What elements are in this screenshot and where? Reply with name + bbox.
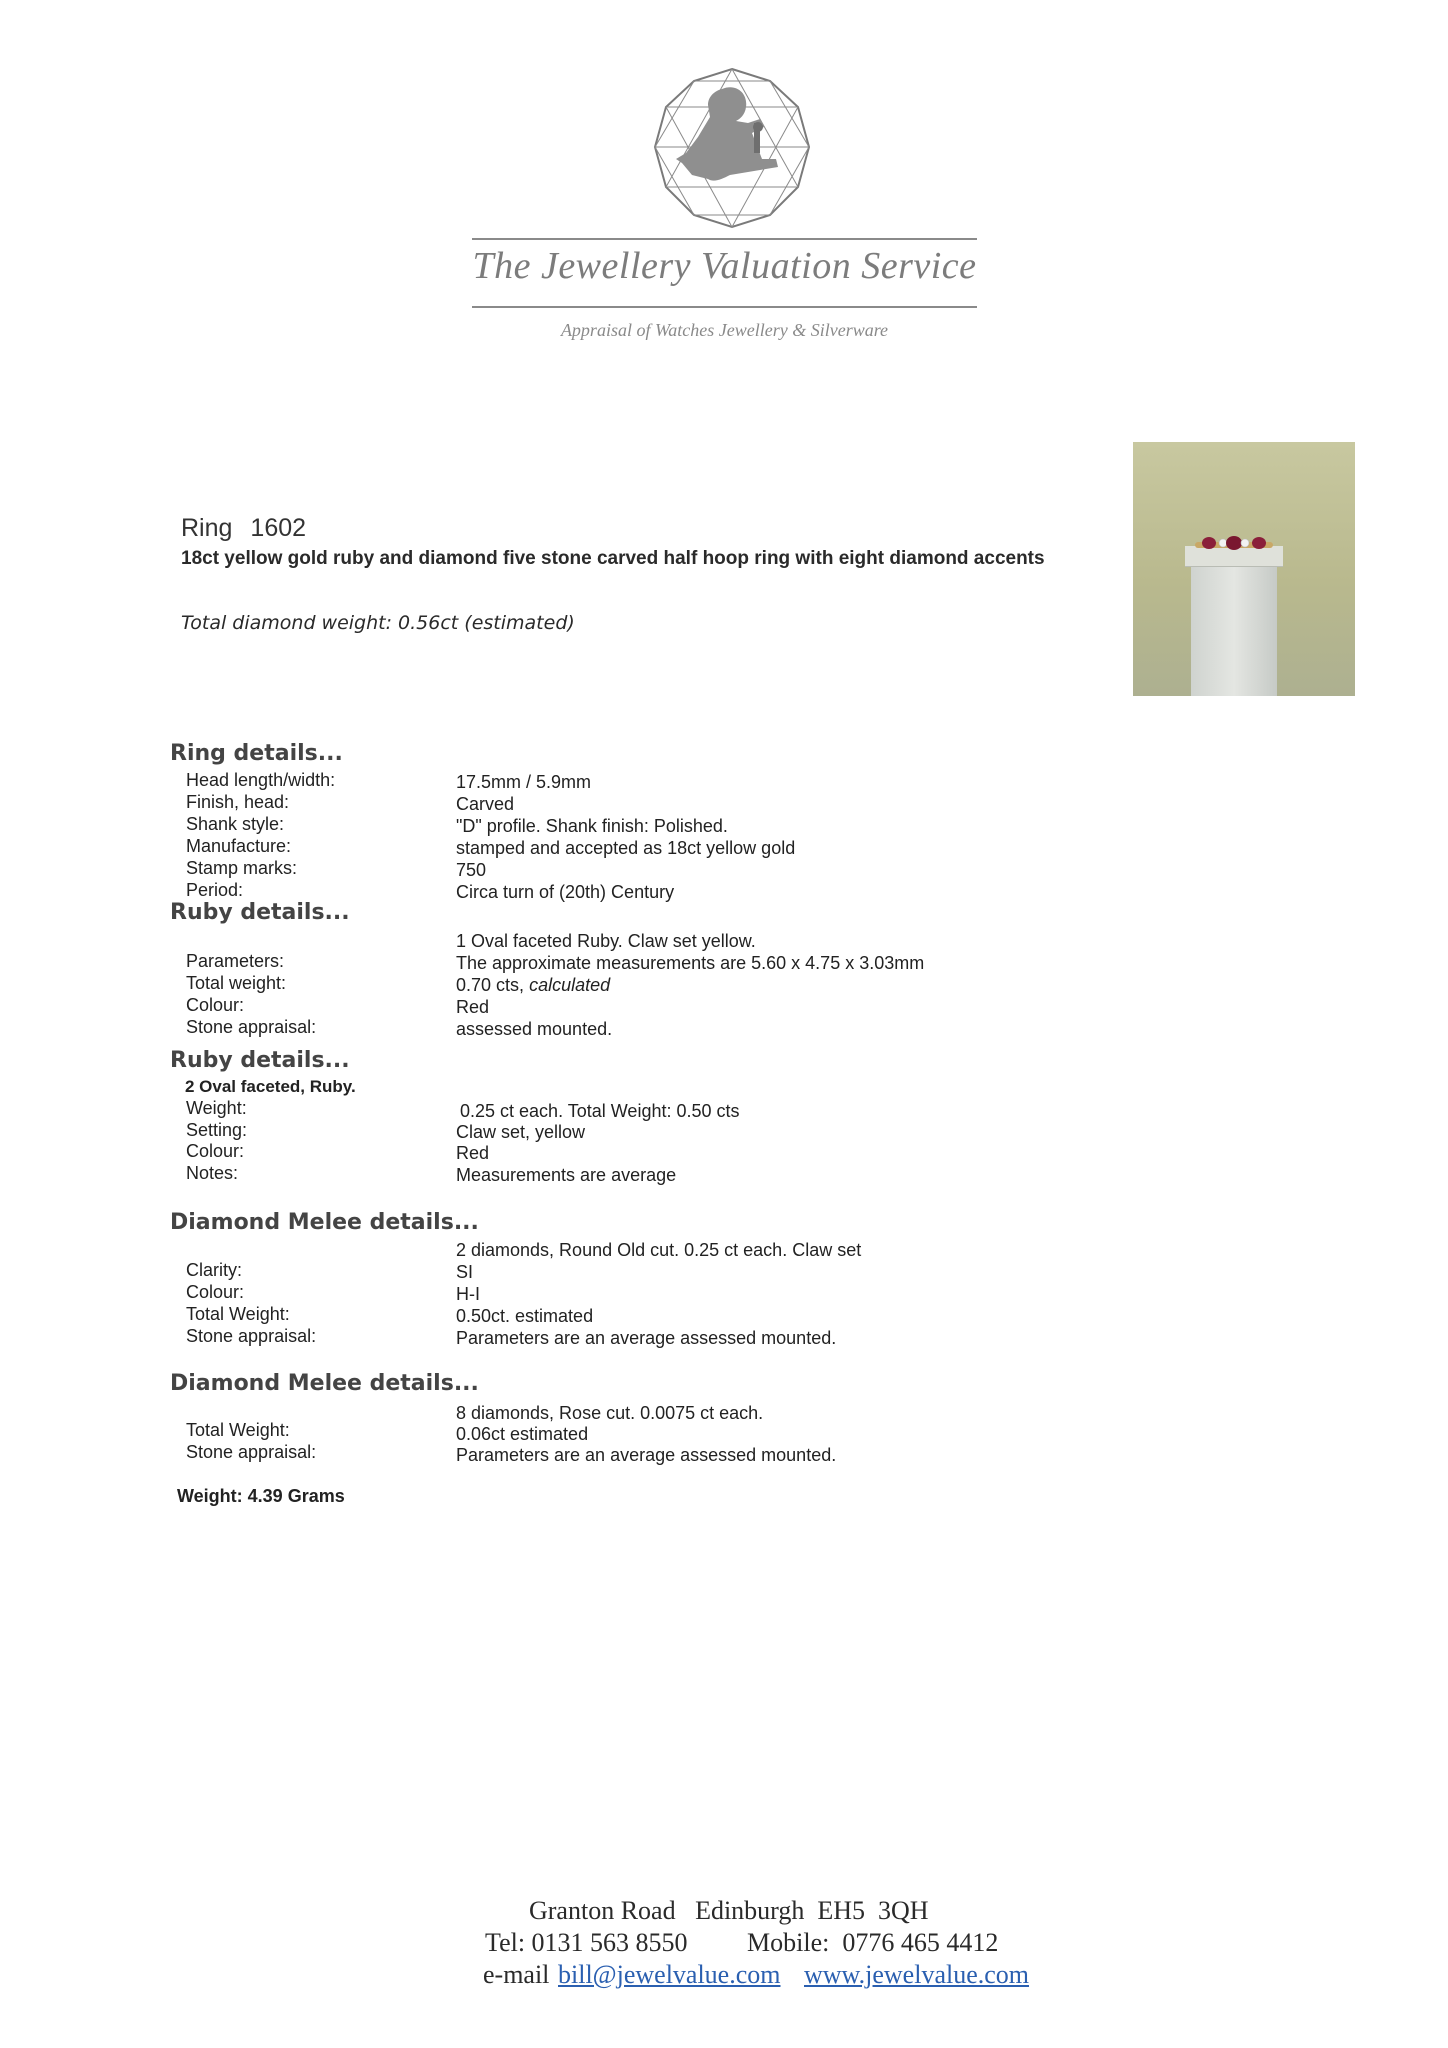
diamond-detail-value: H-I (456, 1284, 480, 1304)
ruby-detail-value: Red (456, 1143, 490, 1163)
diamond-intro: 8 diamonds, Rose cut. 0.0075 ct each. (456, 1403, 764, 1423)
diamond-detail-label: Clarity: (186, 1260, 243, 1280)
ring-detail-value: Circa turn of (20th) Century (456, 882, 675, 902)
ruby-detail-label: Weight: (186, 1098, 247, 1118)
brand-title: The Jewellery Valuation Service (472, 245, 977, 287)
ruby-detail-label: Total weight: (186, 973, 287, 993)
total-diamond-weight: Total diamond weight: 0.56ct (estimated) (181, 612, 575, 634)
letterhead-rule-top (472, 238, 977, 240)
item-weight: Weight: 4.39 Grams (177, 1486, 345, 1506)
diamond-detail-value: Parameters are an average assessed mounted. (456, 1445, 837, 1465)
diamond-detail-label: Total Weight: (186, 1304, 290, 1324)
logo-icon (652, 67, 812, 231)
diamond-detail-label: Total Weight: (186, 1420, 290, 1440)
ring-detail-label: Period: (186, 880, 244, 900)
ruby-detail-label: Setting: (186, 1120, 248, 1140)
diamond-intro: 2 diamonds, Round Old cut. 0.25 ct each. Claw set (456, 1240, 862, 1260)
diamond-detail-label: Stone appraisal: (186, 1326, 317, 1346)
item-description: 18ct yellow gold ruby and diamond five stone carved half hoop ring with eight diamond accents (181, 548, 1045, 569)
ruby-detail-label: Colour: (186, 995, 245, 1015)
ring-stand (1191, 560, 1277, 696)
ring-detail-label: Shank style: (186, 814, 285, 834)
diamond-detail-label: Stone appraisal: (186, 1442, 317, 1462)
diamond-detail-value: 0.06ct estimated (456, 1424, 589, 1444)
footer-website (804, 1960, 1029, 1990)
diamond-melee-heading: Diamond Melee details... (170, 1371, 479, 1396)
ring-detail-label: Finish, head: (186, 792, 290, 812)
footer-email-label: e-mail (483, 1960, 550, 1989)
ruby-detail-value: Claw set, yellow (456, 1122, 586, 1142)
ring-detail-value: Carved (456, 794, 515, 814)
email-link[interactable]: bill@jewelvalue.com (558, 1960, 781, 1989)
ruby-detail-label: Colour: (186, 1141, 245, 1161)
ruby-detail-value: The approximate measurements are 5.60 x 4.75 x 3.03mm (456, 953, 925, 973)
ruby-detail-value: assessed mounted. (456, 1019, 613, 1039)
footer-mobile: Mobile: 0776 465 4412 (747, 1928, 999, 1957)
ring-detail-value: 17.5mm / 5.9mm (456, 772, 592, 792)
ruby-detail-label: Notes: (186, 1163, 239, 1183)
ruby-detail-label: Stone appraisal: (186, 1017, 317, 1037)
ruby-details-heading: Ruby details... (170, 900, 350, 925)
footer-email (558, 1960, 781, 1990)
ring-detail-value: 750 (456, 860, 487, 880)
ring-detail-label: Manufacture: (186, 836, 292, 856)
ruby-detail-value: Red (456, 997, 490, 1017)
diamond-detail-label: Colour: (186, 1282, 245, 1302)
ring-photo (1133, 442, 1355, 696)
item-title (181, 514, 306, 543)
ring-detail-label: Stamp marks: (186, 858, 298, 878)
ring-detail-value: "D" profile. Shank finish: Polished. (456, 816, 728, 836)
ring-detail-value: stamped and accepted as 18ct yellow gold (456, 838, 796, 858)
ring-detail-label: Head length/width: (186, 770, 336, 790)
ring-image (1193, 534, 1275, 552)
letterhead-rule-bottom (472, 306, 977, 308)
diamond-detail-value: SI (456, 1262, 474, 1282)
diamond-melee-heading: Diamond Melee details... (170, 1210, 479, 1235)
ruby-weight-note: calculated (529, 975, 611, 995)
website-link[interactable]: www.jewelvalue.com (804, 1960, 1030, 1989)
ruby-detail-value: 0.25 ct each. Total Weight: 0.50 cts (460, 1101, 740, 1121)
ruby-details-heading: Ruby details... (170, 1048, 350, 1073)
footer-address: Granton Road Edinburgh EH5 3QH (529, 1896, 929, 1925)
ruby-detail-value: Measurements are average (456, 1165, 677, 1185)
item-label: Ring (181, 514, 233, 542)
ring-details-heading: Ring details... (170, 741, 343, 766)
ruby-weight-value: 0.70 cts, (456, 975, 525, 995)
ruby-subheading: 2 Oval faceted, Ruby. (185, 1077, 356, 1096)
ruby-detail-label: Parameters: (186, 951, 285, 971)
item-number: 1602 (250, 514, 307, 542)
footer-tel: Tel: 0131 563 8550 (485, 1928, 688, 1957)
ruby-detail-value (456, 975, 610, 996)
diamond-detail-value: Parameters are an average assessed mounted. (456, 1328, 837, 1348)
brand-tagline: Appraisal of Watches Jewellery & Silverware (560, 320, 889, 340)
diamond-detail-value: 0.50ct. estimated (456, 1306, 594, 1326)
ruby-intro: 1 Oval faceted Ruby. Claw set yellow. (456, 931, 756, 951)
